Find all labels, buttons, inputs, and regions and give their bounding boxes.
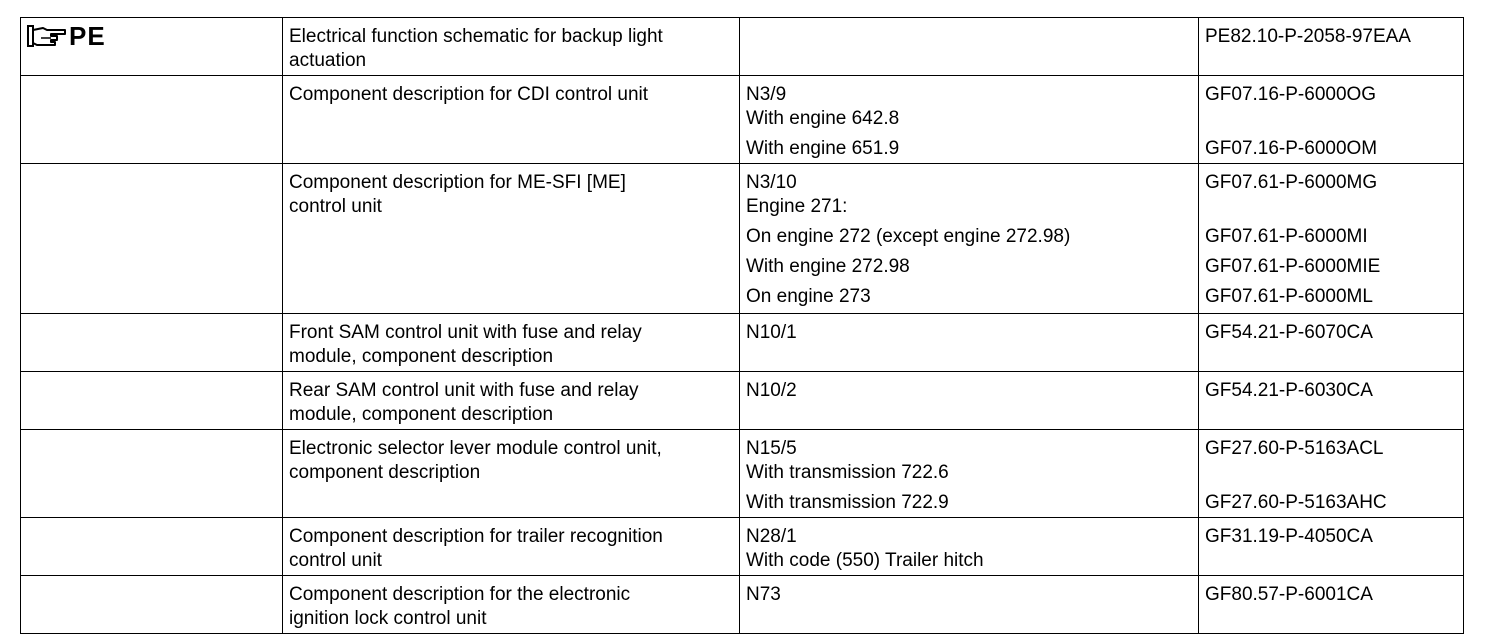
document-number-link[interactable]: PE82.10-P-2058-97EAA [1205, 26, 1411, 47]
document-number-link [1205, 195, 1457, 219]
description-text: Component description for trailer recognition [289, 526, 663, 547]
description-text: control unit [289, 550, 382, 571]
component-code-cell [740, 430, 1199, 518]
document-number-link[interactable]: GF54.21-P-6030CA [1205, 380, 1373, 401]
component-code-text: N73 [746, 584, 781, 605]
pointing-hand-icon [27, 25, 67, 47]
document-number-cell [1199, 76, 1464, 164]
document-number-link[interactable]: GF07.16-P-6000OM [1205, 138, 1378, 159]
document-number-link[interactable]: GF07.16-P-6000OG [1205, 84, 1377, 105]
document-number-link [1205, 107, 1457, 131]
component-code-cell [740, 18, 1199, 76]
component-code-cell [740, 314, 1199, 372]
document-number-link[interactable]: GF27.60-P-5163ACL [1205, 438, 1384, 459]
component-code-text: N10/1 [746, 322, 797, 343]
description-text: Electronic selector lever module control unit, [289, 438, 662, 459]
description-text: control unit [289, 196, 382, 217]
description-text: Electrical function schematic for backup light [289, 26, 663, 47]
description-cell [283, 576, 740, 634]
document-number-cell [1199, 430, 1464, 518]
marker-cell [21, 164, 283, 314]
document-number-link [1205, 549, 1457, 573]
document-number-link[interactable]: GF31.19-P-4050CA [1205, 526, 1373, 547]
document-number-cell [1199, 518, 1464, 576]
document-number-cell [1199, 372, 1464, 430]
component-code-text: With engine 272.98 [746, 256, 910, 277]
document-number-cell [1199, 18, 1464, 76]
description-cell [283, 314, 740, 372]
description-cell [283, 76, 740, 164]
table-row [21, 164, 1464, 314]
document-number-cell [1199, 576, 1464, 634]
description-text: module, component description [289, 404, 554, 425]
document-number-cell [1199, 164, 1464, 314]
marker-cell [21, 18, 283, 76]
component-code-text: N3/10 [746, 172, 797, 193]
document-number-link[interactable]: GF27.60-P-5163AHC [1205, 492, 1387, 513]
description-text: component description [289, 462, 481, 483]
reference-table-body [21, 18, 1464, 634]
description-text: module, component description [289, 346, 554, 367]
component-code-text: With transmission 722.9 [746, 492, 949, 513]
description-cell [283, 430, 740, 518]
table-row [21, 76, 1464, 164]
document-number-link[interactable]: GF07.61-P-6000MG [1205, 172, 1378, 193]
description-cell [283, 372, 740, 430]
component-code-text: On engine 273 [746, 286, 871, 307]
document-number-link[interactable]: GF07.61-P-6000MIE [1205, 256, 1381, 277]
component-code-text: Engine 271: [746, 196, 848, 217]
description-text: actuation [289, 50, 367, 71]
table-row [21, 18, 1464, 76]
description-text: Component description for ME-SFI [ME] [289, 172, 626, 193]
description-text: Rear SAM control unit with fuse and relay [289, 380, 639, 401]
component-code-cell [740, 372, 1199, 430]
description-text: ignition lock control unit [289, 608, 487, 629]
pe-reference-marker [27, 18, 276, 51]
component-code-text: N3/9 [746, 84, 787, 105]
description-cell [283, 518, 740, 576]
component-code-cell [740, 164, 1199, 314]
component-code-text: With engine 642.8 [746, 108, 900, 129]
component-code-text: With engine 651.9 [746, 138, 900, 159]
component-code-cell [740, 76, 1199, 164]
component-code-cell [740, 576, 1199, 634]
component-code-text: N15/5 [746, 438, 797, 459]
component-code-text: N10/2 [746, 380, 797, 401]
component-code-text: On engine 272 (except engine 272.98) [746, 226, 1071, 247]
table-row [21, 430, 1464, 518]
description-text: Component description for the electronic [289, 584, 631, 605]
component-code-text [746, 25, 1192, 49]
table-row [21, 518, 1464, 576]
document-number-cell [1199, 314, 1464, 372]
document-number-link [1205, 461, 1457, 485]
document-number-link[interactable]: GF80.57-P-6001CA [1205, 584, 1373, 605]
component-code-text: With transmission 722.6 [746, 462, 949, 483]
marker-cell [21, 314, 283, 372]
description-cell [283, 164, 740, 314]
document-number-link[interactable]: GF07.61-P-6000MI [1205, 226, 1368, 247]
reference-table [20, 17, 1464, 634]
marker-cell [21, 518, 283, 576]
description-text: Front SAM control unit with fuse and relay [289, 322, 642, 343]
description-cell [283, 18, 740, 76]
component-code-cell [740, 518, 1199, 576]
component-code-text: With code (550) Trailer hitch [746, 550, 984, 571]
marker-cell [21, 430, 283, 518]
marker-cell [21, 76, 283, 164]
table-row [21, 372, 1464, 430]
pe-label: PE [69, 21, 106, 51]
document-number-link[interactable]: GF54.21-P-6070CA [1205, 322, 1373, 343]
table-row [21, 576, 1464, 634]
component-code-text: N28/1 [746, 526, 797, 547]
table-row [21, 314, 1464, 372]
marker-cell [21, 576, 283, 634]
document-number-link[interactable]: GF07.61-P-6000ML [1205, 286, 1373, 307]
description-text: Component description for CDI control unit [289, 84, 649, 105]
marker-cell [21, 372, 283, 430]
